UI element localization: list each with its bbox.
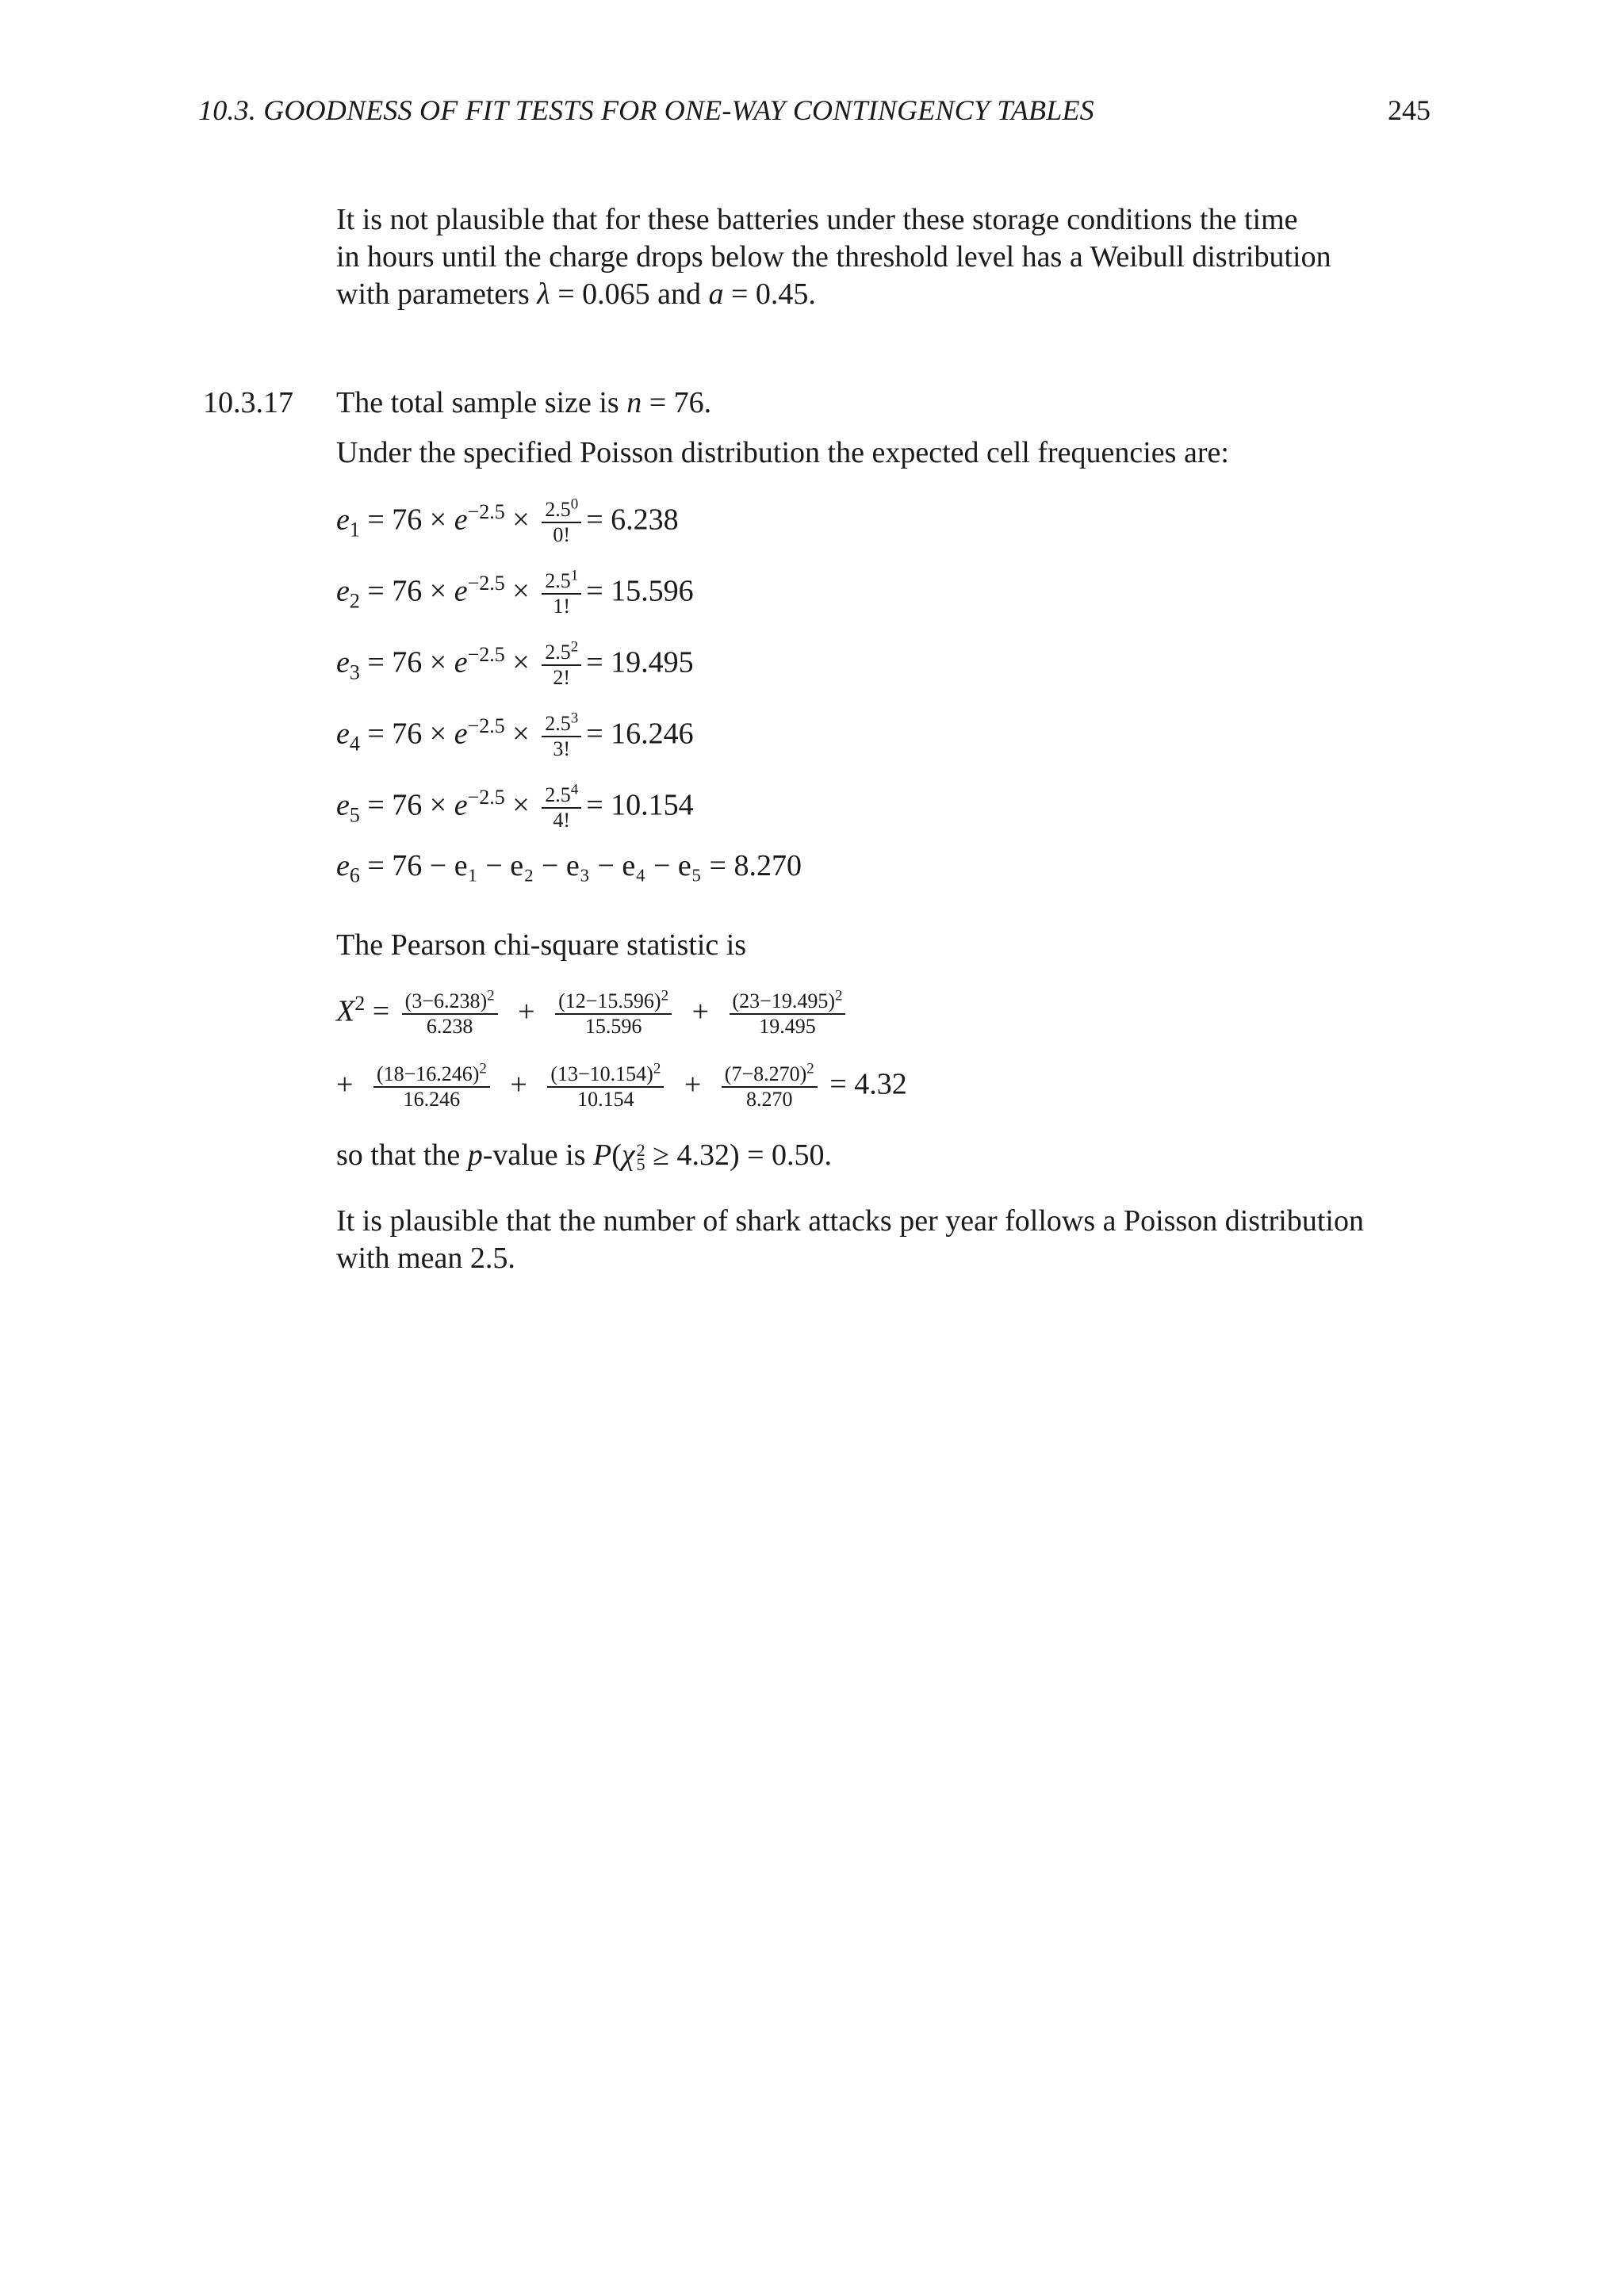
equation-lhs: = 76 × [359, 503, 454, 537]
times-sign: × [504, 503, 538, 537]
pvalue-line [336, 1138, 833, 1175]
equation-result: = 19.495 [586, 645, 694, 679]
equation-result: = 16.246 [586, 717, 694, 751]
frac-denominator: 4! [553, 809, 571, 832]
equation-lhs: = 76 × [359, 645, 454, 679]
times-sign: × [504, 788, 538, 822]
page-number: 245 [1388, 94, 1431, 126]
exp-base: e [454, 717, 468, 751]
x2-equals: = [365, 994, 390, 1028]
e-symbol: e [336, 849, 350, 882]
e-subscript: 5 [349, 803, 360, 827]
frac-num-power: 2 [570, 638, 579, 656]
frac-num-power: 1 [570, 567, 579, 584]
expected-intro: Under the specified Poisson distribution the expected cell frequencies are: [336, 436, 1229, 469]
exponent: −2.5 [467, 500, 505, 524]
chi-superscript: 2 [636, 1140, 645, 1161]
a-symbol: a [708, 277, 724, 311]
exp-base: e [454, 645, 468, 679]
exp-base: e [454, 788, 468, 822]
term-pow: 2 [487, 987, 495, 1004]
plus-sign: + [518, 994, 535, 1028]
pvalue-prefix: so that the [336, 1138, 468, 1172]
frac-num-power: 4 [570, 781, 579, 798]
frac-denominator: 1! [553, 595, 571, 618]
times-sign: × [504, 574, 538, 608]
e-symbol: e [336, 503, 350, 537]
term-den: 19.495 [759, 1015, 816, 1038]
e-symbol: e [336, 645, 350, 679]
term-pow: 2 [479, 1060, 487, 1077]
conclusion-line-2: with mean 2.5. [336, 1242, 515, 1275]
term-den: 15.596 [584, 1015, 642, 1038]
running-header: 10.3. GOODNESS OF FIT TESTS FOR ONE-WAY CONTINGENCY TABLES [198, 94, 1094, 126]
plus-sign: + [336, 1067, 354, 1101]
term-num: (12−15.596) [558, 989, 661, 1012]
chi-term-5 [547, 1062, 664, 1112]
lambda-value: = 0.065 and [550, 277, 709, 311]
chi-term-4 [373, 1062, 490, 1112]
frac-num-base: 2.5 [545, 712, 571, 735]
frac-num-base: 2.5 [545, 569, 571, 592]
frac-num-base: 2.5 [545, 641, 571, 664]
exponent: −2.5 [467, 714, 505, 738]
fraction [542, 498, 581, 547]
equation-result: = 10.154 [586, 788, 694, 822]
intro-line-3 [336, 279, 816, 309]
equation-e1 [336, 498, 679, 547]
frac-denominator: 0! [553, 523, 571, 546]
equation-e3 [336, 638, 694, 690]
pearson-equation-line-1 [336, 989, 850, 1039]
e-symbol: e [336, 788, 350, 822]
exp-base: e [454, 574, 468, 608]
chi-scripts [636, 1140, 645, 1175]
pvalue-suffix: ≥ 4.32) = 0.50. [645, 1138, 833, 1172]
chi-term-2 [555, 989, 672, 1039]
term-num: (13−10.154) [550, 1062, 653, 1085]
fraction [542, 638, 581, 690]
times-sign: × [504, 645, 538, 679]
frac-num-power: 3 [570, 710, 579, 727]
equation-e4 [336, 712, 694, 761]
term-num: (3−6.238) [404, 989, 488, 1012]
equation-e2 [336, 569, 694, 618]
term-den: 10.154 [577, 1088, 634, 1111]
lambda-symbol: λ [537, 277, 550, 311]
x2-result: = 4.32 [829, 1067, 907, 1101]
equation-result: = 15.596 [586, 574, 694, 608]
exponent: −2.5 [467, 643, 505, 667]
chi-subscript: 5 [636, 1154, 645, 1175]
e-subscript: 1 [349, 518, 360, 541]
intro-line-1: It is not plausible that for these batteries under these storage conditions the time [336, 203, 1298, 236]
e-subscript: 4 [349, 732, 360, 756]
term-den: 6.238 [426, 1015, 473, 1038]
e-subscript: 2 [349, 589, 360, 613]
e-symbol: e [336, 717, 350, 751]
frac-denominator: 3! [553, 737, 571, 760]
intro-line-3-prefix: with parameters [336, 277, 538, 311]
conclusion-line-1: It is plausible that the number of shark attacks per year follows a Poisson distribution [336, 1204, 1364, 1238]
sample-size-prefix: The total sample size is [336, 386, 627, 419]
exponent: −2.5 [467, 786, 505, 809]
term-den: 8.270 [746, 1088, 793, 1111]
fraction [542, 569, 581, 618]
chi-term-3 [730, 989, 846, 1039]
probability-symbol: P [593, 1138, 612, 1172]
plus-sign: + [684, 1067, 702, 1101]
pvalue-mid: -value is [482, 1138, 593, 1172]
frac-num-power: 0 [570, 496, 579, 513]
plus-sign: + [510, 1067, 527, 1101]
pearson-intro: The Pearson chi-square statistic is [336, 928, 747, 962]
exp-base: e [454, 503, 468, 537]
equation-result: = 6.238 [586, 503, 679, 537]
sample-size-line [336, 388, 711, 418]
frac-num-base: 2.5 [545, 498, 571, 521]
e-subscript: 6 [349, 863, 360, 887]
x2-symbol: X [336, 994, 355, 1028]
equation-lhs: = 76 × [359, 717, 454, 751]
times-sign: × [504, 717, 538, 751]
n-symbol: n [626, 386, 642, 419]
term-pow: 2 [806, 1060, 814, 1077]
open-paren: ( [611, 1138, 622, 1172]
x2-power: 2 [354, 992, 366, 1016]
frac-denominator: 2! [553, 666, 571, 689]
exponent: −2.5 [467, 572, 505, 595]
problem-number: 10.3.17 [203, 386, 293, 419]
chi-term-1 [402, 989, 498, 1039]
term-pow: 2 [834, 987, 843, 1004]
e6-expression: = 76 − e₁ − e₂ − e₃ − e₄ − e₅ = 8.270 [359, 849, 802, 882]
chi-symbol: χ [621, 1138, 635, 1172]
term-pow: 2 [661, 987, 669, 1004]
equation-lhs: = 76 × [359, 788, 454, 822]
equation-e6 [336, 849, 802, 887]
term-num: (7−8.270) [724, 1062, 807, 1085]
equation-e5 [336, 783, 694, 832]
plus-sign: + [691, 994, 709, 1028]
term-pow: 2 [653, 1060, 661, 1077]
term-num: (23−19.495) [732, 989, 835, 1012]
pearson-equation-line-2 [336, 1062, 907, 1112]
term-num: (18−16.246) [376, 1062, 480, 1085]
fraction [542, 783, 581, 832]
sample-size-value: = 76. [642, 386, 712, 419]
term-den: 16.246 [403, 1088, 461, 1111]
a-value: = 0.45. [723, 277, 816, 311]
p-symbol: p [467, 1138, 483, 1172]
frac-num-base: 2.5 [545, 783, 571, 806]
equation-lhs: = 76 × [359, 574, 454, 608]
e-symbol: e [336, 574, 350, 608]
fraction [542, 712, 581, 761]
chi-term-6 [722, 1062, 818, 1112]
e-subscript: 3 [349, 660, 360, 684]
intro-line-2: in hours until the charge drops below the threshold level has a Weibull distribution [336, 240, 1331, 274]
